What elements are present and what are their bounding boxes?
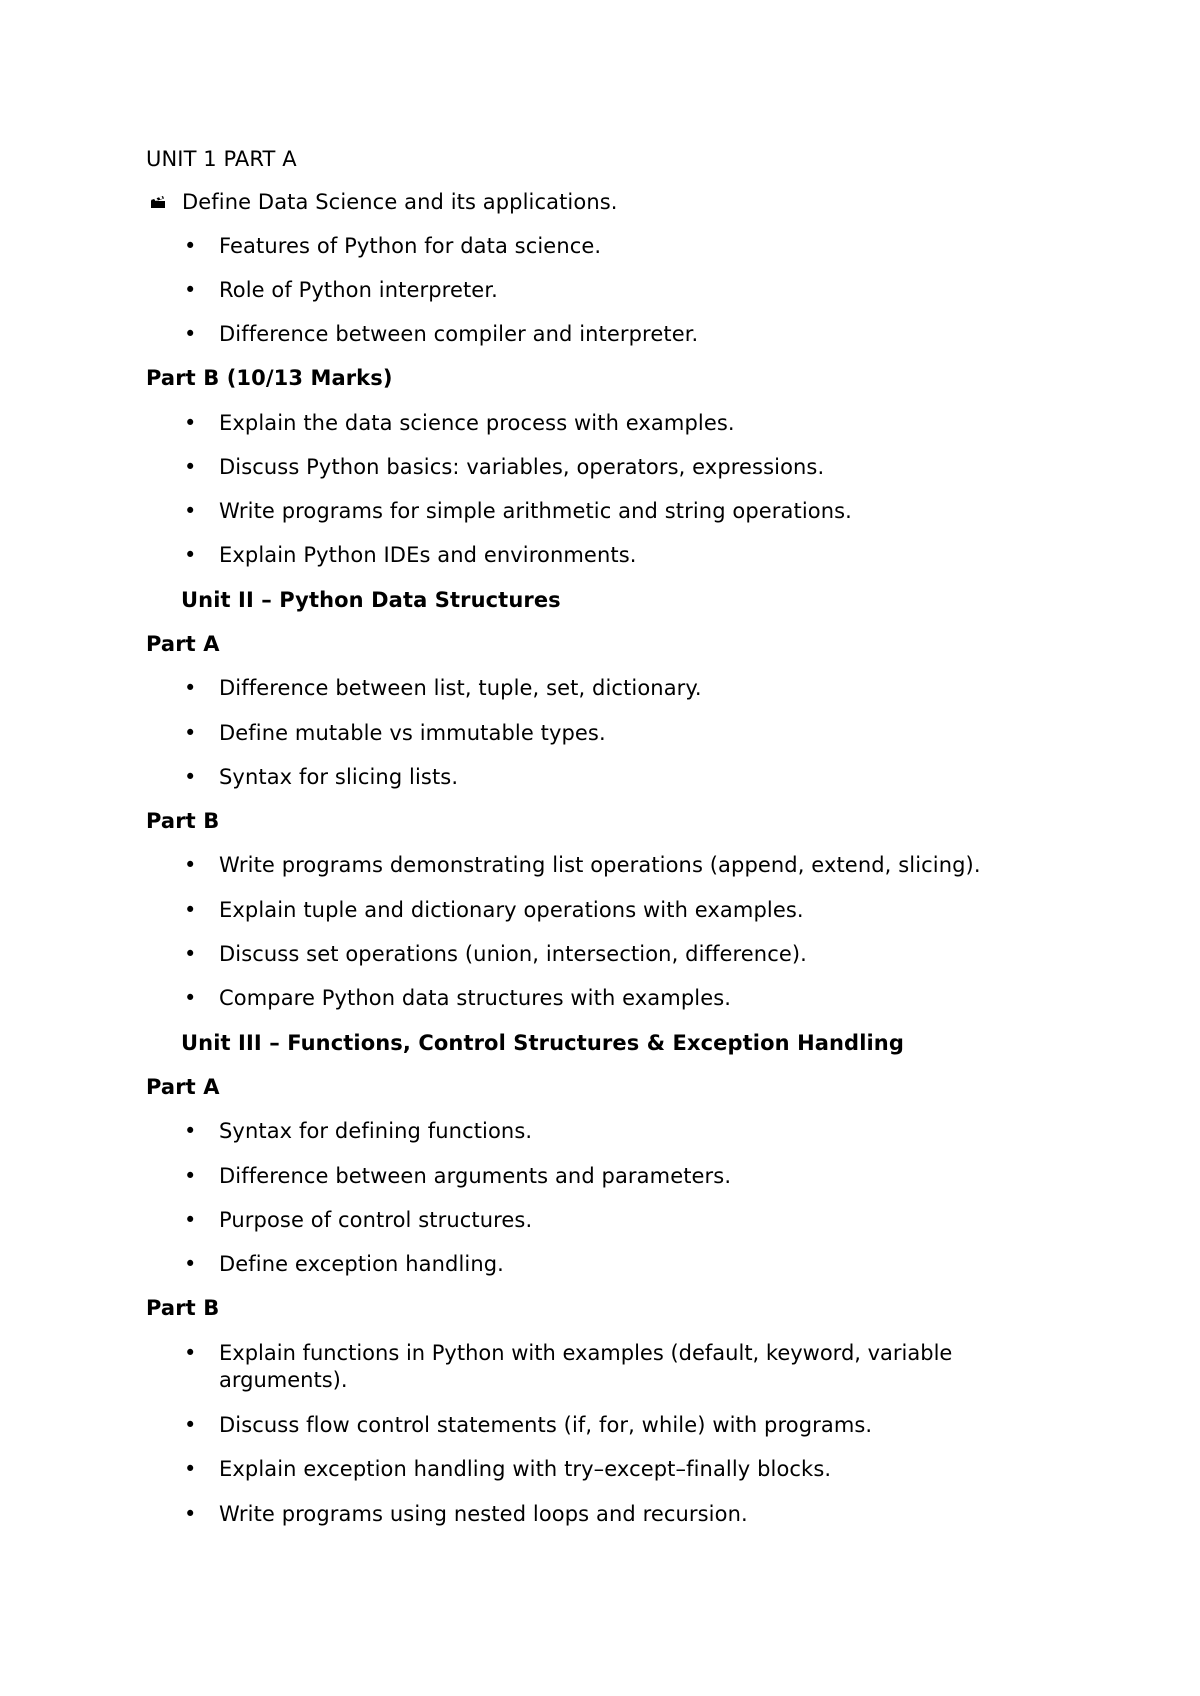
bullet: • — [184, 1413, 197, 1437]
bullet: • — [184, 1252, 197, 1276]
list-item: Syntax for defining functions. — [219, 1119, 533, 1143]
list-item: Explain tuple and dictionary operations with examples. — [219, 898, 804, 922]
list-item: Define exception handling. — [219, 1252, 504, 1276]
bullet: • — [184, 898, 197, 922]
unit2-partB-heading: Part B — [146, 809, 220, 833]
bullet: • — [184, 322, 197, 346]
bullet: • — [184, 853, 197, 877]
list-item: Difference between list, tuple, set, dictionary. — [219, 676, 702, 700]
list-item: Difference between arguments and parameters. — [219, 1164, 732, 1188]
bullet: • — [184, 986, 197, 1010]
unit1-partB-heading: Part B (10/13 Marks) — [146, 366, 393, 390]
bullet: • — [184, 765, 197, 789]
unit1-title: UNIT 1 PART A — [146, 147, 297, 171]
list-item: Discuss Python basics: variables, operators, expressions. — [219, 455, 825, 479]
bullet: • — [184, 1457, 197, 1481]
list-item: Syntax for slicing lists. — [219, 765, 459, 789]
unit2-title: Unit II – Python Data Structures — [181, 588, 561, 612]
bullet: • — [184, 234, 197, 258]
list-item: Write programs for simple arithmetic and string operations. — [219, 499, 852, 523]
list-item: Explain exception handling with try–except–finally blocks. — [219, 1457, 832, 1481]
list-item: Purpose of control structures. — [219, 1208, 533, 1232]
bullet: • — [184, 278, 197, 302]
list-item: Discuss set operations (union, intersection, difference). — [219, 942, 807, 966]
bullet: • — [184, 1208, 197, 1232]
list-item: Role of Python interpreter. — [219, 278, 498, 302]
unit3-partA-heading: Part A — [146, 1075, 220, 1099]
list-item: Write programs using nested loops and recursion. — [219, 1502, 748, 1526]
bullet: • — [184, 543, 197, 567]
list-item: Difference between compiler and interpreter. — [219, 322, 699, 346]
bullet: • — [184, 1164, 197, 1188]
bullet: • — [184, 1341, 197, 1365]
list-item: Discuss flow control statements (if, for, while) with programs. — [219, 1413, 873, 1437]
clapperboard-icon — [150, 195, 166, 209]
bullet: • — [184, 942, 197, 966]
list-item: Define mutable vs immutable types. — [219, 721, 606, 745]
bullet: • — [184, 721, 197, 745]
list-item: Compare Python data structures with examples. — [219, 986, 732, 1010]
unit3-title: Unit III – Functions, Control Structures & Exception Handling — [181, 1031, 904, 1055]
bullet: • — [184, 676, 197, 700]
list-item: Write programs demonstrating list operations (append, extend, slicing). — [219, 853, 981, 877]
bullet: • — [184, 499, 197, 523]
bullet: • — [184, 411, 197, 435]
list-item: Define Data Science and its applications. — [182, 190, 618, 214]
bullet: • — [184, 1119, 197, 1143]
list-item: Features of Python for data science. — [219, 234, 602, 258]
bullet: • — [184, 1502, 197, 1526]
unit2-partA-heading: Part A — [146, 632, 220, 656]
bullet: • — [184, 455, 197, 479]
list-item: Explain Python IDEs and environments. — [219, 543, 637, 567]
list-item: Explain functions in Python with examples (default, keyword, variable arguments). — [219, 1341, 953, 1392]
list-item: Explain the data science process with examples. — [219, 411, 735, 435]
unit3-partB-heading: Part B — [146, 1296, 220, 1320]
